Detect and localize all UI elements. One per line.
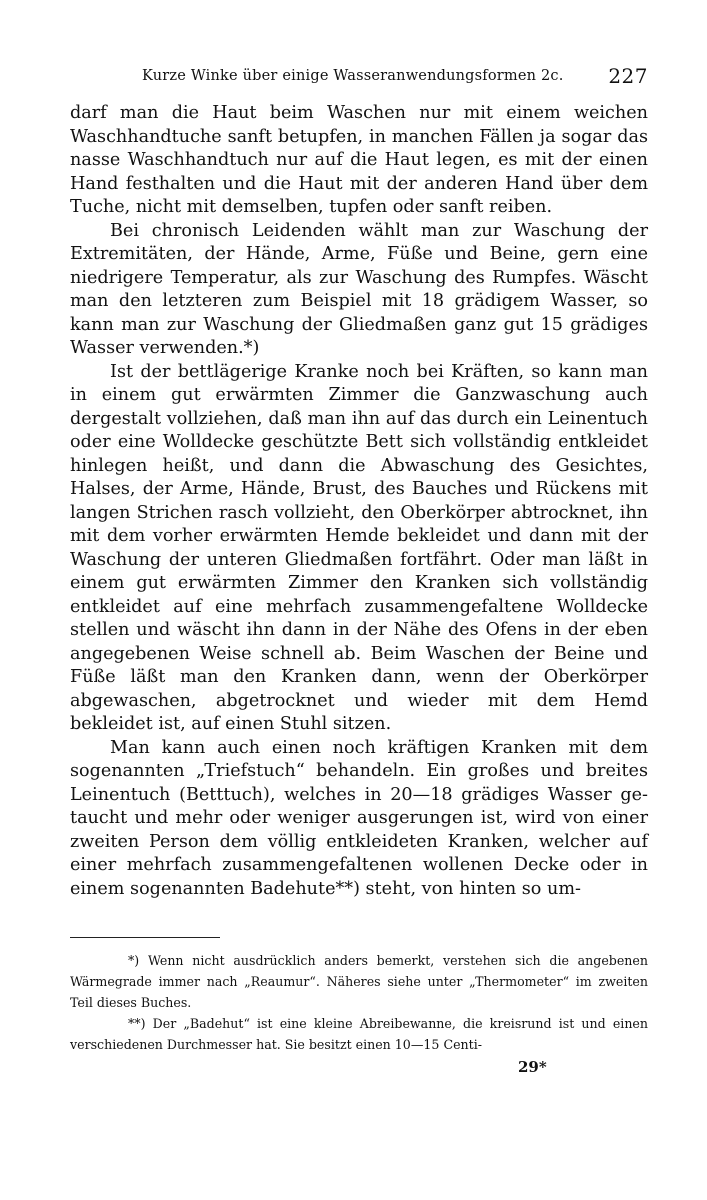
paragraph-continuation: darf man die Haut beim Waschen nur mit einem weichen Waschhandtuche sanft betupfen, in manchen Fällen ja sogar das nasse Waschhandtuch nur auf die Haut legen, es mit der einen Hand festhalten und die Haut mit der anderen Hand über dem Tuche, nicht mit demselben, tupfen oder sanft reiben. [70, 103, 648, 217]
footnote-badehut: **) Der „Badehut“ ist eine kleine Abreibewanne, die kreisrund ist und einen verschiedenen Durchmesser hat. Sie besitzt einen 10—15 Centi- [70, 1016, 648, 1052]
footnote-divider [70, 937, 220, 938]
paragraph-triefstuch: Man kann auch einen noch kräftigen Kranken mit dem sogenannten „Triefstuch“ behandeln. Ein großes und breites Leinentuch (Betttuch), welches in 20—18 grädiges Wasser getaucht und mehr oder weniger ausgerungen ist, wird von einer zweiten Person dem völlig entkleideten Kranken, welcher auf einer mehrfach zusammengefaltenen wollenen Decke oder in einem sogenannten Badehute**) steht, von hinten so um- [70, 737, 648, 899]
paragraph-bedridden-patient: Ist der bettlägerige Kranke noch bei Kräften, so kann man in einem gut erwärmten Zimmer die Ganzwaschung auch dergestalt vollziehen, daß man ihn auf das durch ein Leinentuch oder eine Wolldecke geschützte Bett sich vollständig entkleidet hinlegen heißt, und dann die Abwaschung des Gesichtes, Halses, der Arme, Hände, Brust, des Bauches und Rückens mit langen Strichen rasch vollzieht, den Oberkörper abtrocknet, ihn mit dem vorher erwärmten Hemde bekleidet und dann mit der Waschung der unteren Gliedmaßen fortfährt. Oder man läßt in einem gut erwärmten Zimmer den Kranken sich vollständig entkleidet auf eine mehrfach zusammengefaltene Wolldecke stellen und wäscht ihn dann in der Nähe des Ofens in der eben angegebenen Weise schnell ab. Beim Waschen der Beine und Füße läßt man den Kranken dann, wenn der Oberkörper abgewaschen, abgetrocknet und wieder mit dem Hemd bekleidet ist, auf einen Stuhl sitzen. [70, 361, 648, 734]
book-page [70, 58, 648, 1178]
paragraph-extremities: Bei chronisch Leidenden wählt man zur Waschung der Extremitäten, der Hände, Arme, Füße und Beine, gern eine niedrigere Temperatur, als zur Waschung des Rumpfes. Wäscht man den letzteren zum Beispiel mit 18 grädigem Wasser, so kann man zur Waschung der Gliedmaßen ganz gut 15 grädiges Wasser verwenden.*) [70, 220, 648, 358]
printer-signature-mark: 29* [518, 1058, 547, 1076]
body-text [70, 102, 648, 901]
footnotes [70, 950, 648, 1055]
running-header [70, 58, 648, 102]
running-title: Kurze Winke über einige Wasseranwendungsformen 2c. [142, 68, 564, 84]
footnote-reaumur: *) Wenn nicht ausdrücklich anders bemerkt, verstehen sich die angebenen Wärmegrade immer nach „Reaumur“. Näheres siehe unter „Thermometer“ im zweiten Teil dieses Buches. [70, 953, 648, 1010]
page-number: 227 [608, 64, 648, 88]
